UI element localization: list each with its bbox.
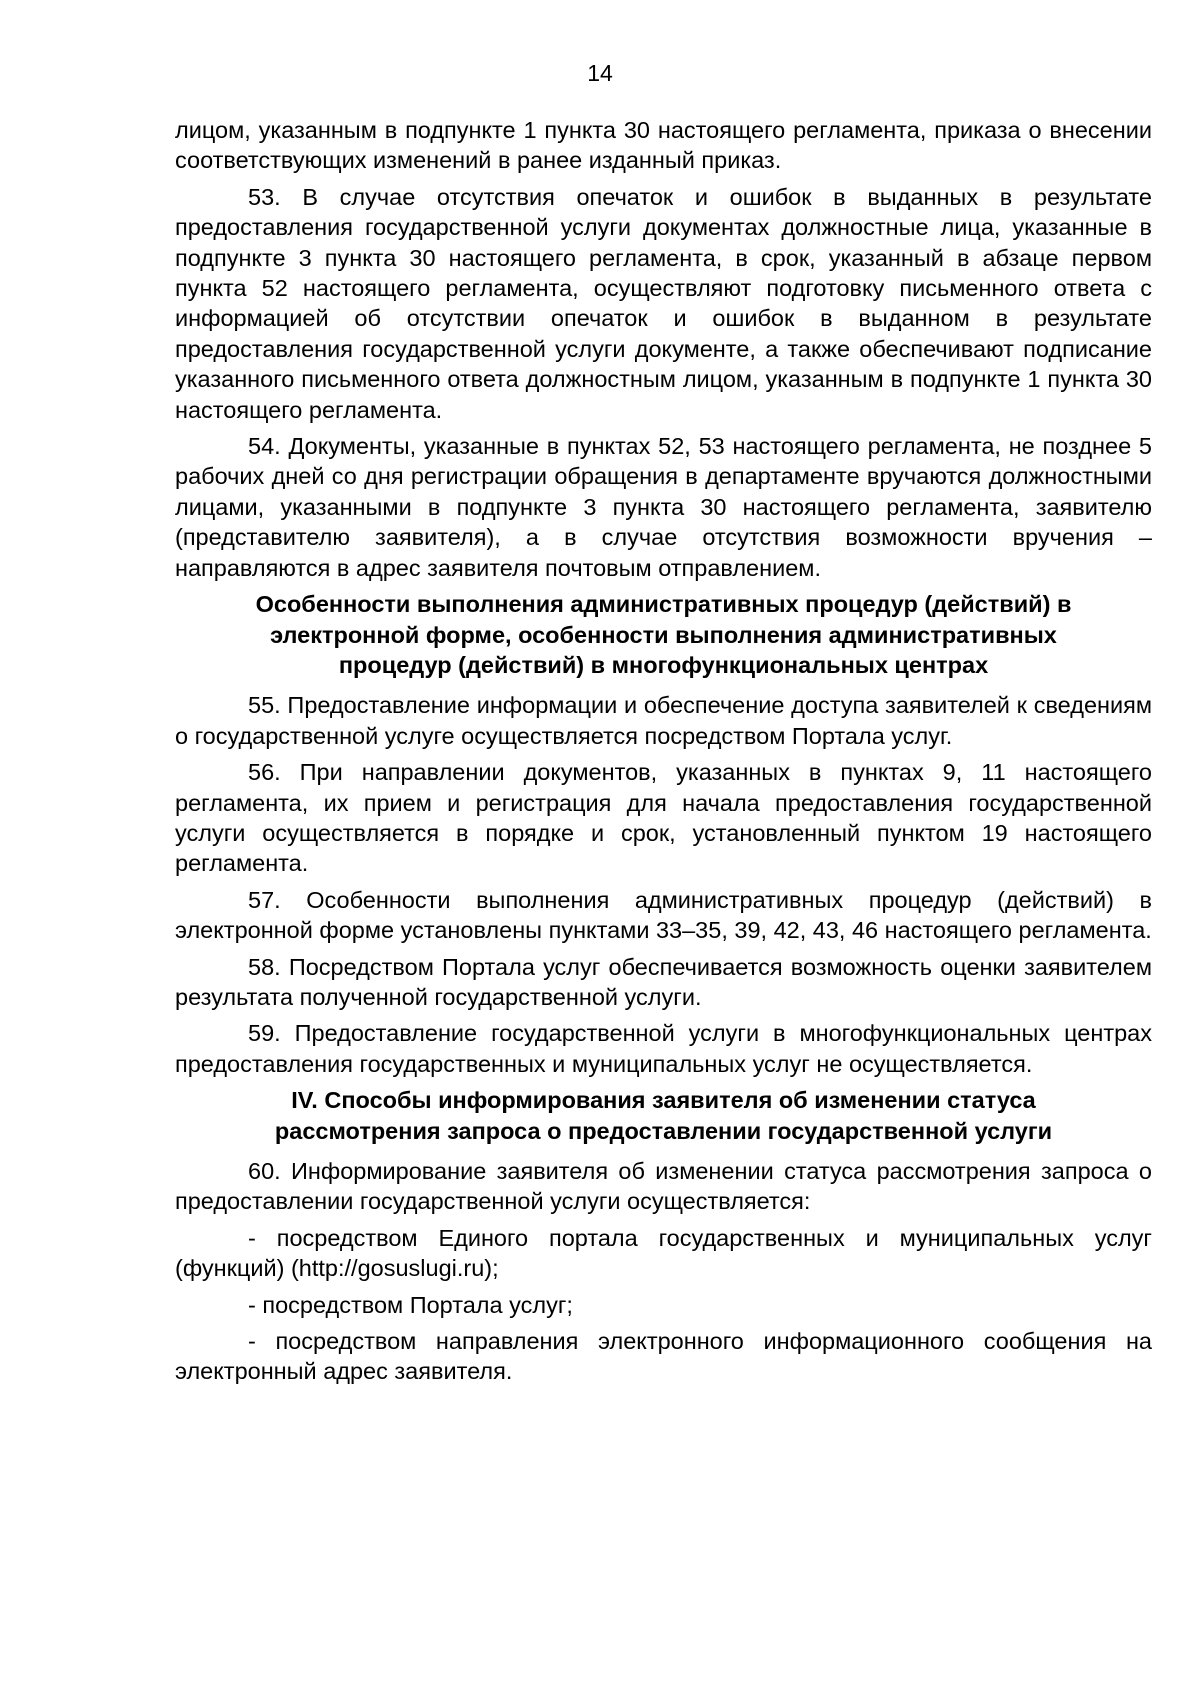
heading-line: IV. Способы информирования заявителя об изменении статуса: [291, 1087, 1036, 1114]
paragraph-54: 54. Документы, указанные в пунктах 52, 53 настоящего регламента, не позднее 5 рабочих дней со дня регистрации обращения в департаменте вручаются должностными лицами, указанными в подпункте 3 пункта 30 настоящего регламента, заявителю (представителю заявителя), а в случае отсутствия возможности вручения – направляются в адрес заявителя почтовым отправлением.: [175, 433, 1152, 581]
list-item-email: - посредством направления электронного информационного сообщения на электронный адрес заявителя.: [175, 1328, 1152, 1385]
paragraph-57: 57. Особенности выполнения административных процедур (действий) в электронной форме установлены пунктами 33–35, 39, 42, 43, 46 настоящего регламента.: [175, 886, 1152, 944]
paragraph-continuation: лицом, указанным в подпункте 1 пункта 30 настоящего регламента, приказа о внесении соответствующих изменений в ранее изданный приказ.: [175, 117, 1152, 174]
document-body: [175, 115, 1152, 1393]
heading-line: электронной форме, особенности выполнения административных: [270, 621, 1057, 648]
paragraph-60: 60. Информирование заявителя об изменении статуса рассмотрения запроса о предоставлении государственной услуги осуществляется:: [175, 1158, 1152, 1215]
section-heading-electronic-form: [175, 589, 1152, 680]
section-heading-iv: [175, 1085, 1152, 1146]
paragraph-59: 59. Предоставление государственной услуги в многофункциональных центрах предоставления государственных и муниципальных услуг не осуществляется.: [175, 1020, 1152, 1077]
page-number: 14: [587, 60, 613, 86]
list-item-gosuslugi: - посредством Единого портала государственных и муниципальных услуг (функций) (http://gosuslugi.ru);: [175, 1224, 1152, 1282]
paragraph-55: 55. Предоставление информации и обеспечение доступа заявителей к сведениям о государственной услуге осуществляется посредством Портала услуг.: [175, 692, 1152, 749]
paragraph-53: 53. В случае отсутствия опечаток и ошибок в выданных в результате предоставления государственной услуги документах должностные лица, указанные в подпункте 3 пункта 30 настоящего регламента, в срок, указанный в абзаце первом пункта 52 настоящего регламента, осуществляют подготовку письменного ответа с информацией об отсутствии опечаток и ошибок в выданном в результате предоставления государственной услуги документе, а также обеспечивают подписание указанного письменного ответа должностным лицом, указанным в подпункте 1 пункта 30 настоящего регламента.: [175, 183, 1152, 423]
heading-line: процедур (действий) в многофункциональных центрах: [338, 651, 989, 678]
list-item-portal: - посредством Портала услуг;: [248, 1291, 573, 1318]
paragraph-56: 56. При направлении документов, указанных в пунктах 9, 11 настоящего регламента, их прием и регистрация для начала предоставления государственной услуги осуществляется в порядке и срок, установленный пунктом 19 настоящего регламента.: [175, 759, 1152, 877]
paragraph-58: 58. Посредством Портала услуг обеспечивается возможность оценки заявителем результата полученной государственной услуги.: [175, 953, 1152, 1010]
heading-line: рассмотрения запроса о предоставлении государственной услуги: [274, 1117, 1053, 1144]
heading-line: Особенности выполнения административных процедур (действий) в: [255, 591, 1072, 618]
